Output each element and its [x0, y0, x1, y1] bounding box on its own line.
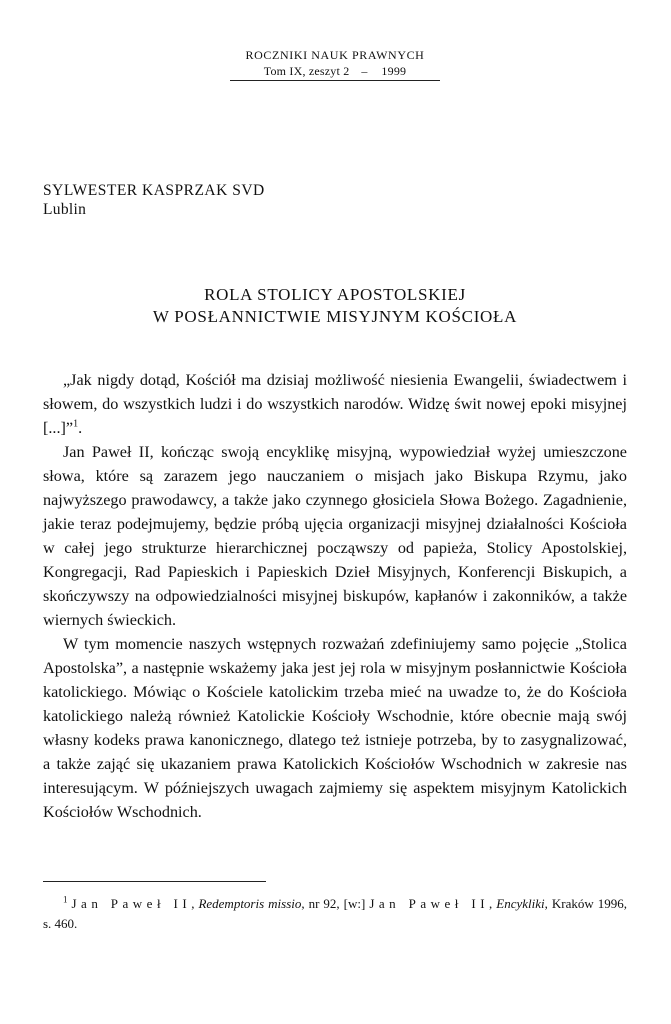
quote-text: „Jak nigdy dotąd, Kościół ma dzisiaj możliwość niesienia Ewangelii, świadectwem i słowem, do wszystkich ludzi i do wszystkich narodów. Widzę świt nowej epoki misyjnej [...]” [43, 371, 627, 437]
footnote-sep-1: , [191, 896, 199, 911]
quote-end: . [78, 419, 83, 437]
paragraph-3: W tym momencie naszych wstępnych rozważań zdefiniujemy samo pojęcie „Stolica Apostolska”, a następnie wskażemy jaka jest jej rola w misyjnym posłannictwie Kościoła katolickiego. Mówiąc o Kościele katolickim trzeba mieć na uwadze to, że do Kościoła katolickiego należą również Katolickie Kościoły Wschodnie, które obecnie mają swój własny kodeks prawa kanonicznego, dlatego też istnieje potrzeba, by to zasygnalizować, a także zająć się ukazaniem prawa Katolickich Kościołów Wschodnich w zakresie nas interesującym. W późniejszych uwagach zajmiemy się aspektem misyjnym Katolickich Kościołów Wschodnich. [43, 635, 627, 821]
author-block [43, 181, 265, 219]
running-head [210, 47, 460, 79]
article-title [43, 284, 627, 328]
author-name: SYLWESTER KASPRZAK SVD [43, 182, 265, 199]
footnote-ref-link[interactable]: 1 [73, 418, 79, 430]
volume-info: Tom IX, zeszyt 2 [263, 64, 350, 78]
footnote-author-1: Jan Paweł II [71, 896, 192, 911]
volume-separator: – [361, 64, 368, 78]
footnote-sep-2: , [489, 896, 497, 911]
title-line-1: ROLA STOLICY APOSTOLSKIEJ [204, 285, 466, 304]
title-line-2: W POSŁANNICTWIE MISYJNYM KOŚCIOŁA [152, 307, 518, 326]
footnote-author-2: Jan Paweł II [369, 896, 490, 911]
paragraph-quote [43, 368, 627, 440]
footnote-end: , Kraków 1996, s. 460. [43, 896, 627, 931]
footnote-mid: , nr 92, [w:] [301, 896, 370, 911]
footnote-work-1: Redemptoris missio [198, 896, 302, 911]
volume-line [210, 63, 460, 79]
article-body [43, 368, 627, 824]
publication-year: 1999 [381, 64, 407, 78]
author-affiliation: Lublin [43, 201, 87, 218]
journal-name: ROCZNIKI NAUK PRAWNYCH [245, 48, 425, 62]
footnote [43, 894, 627, 934]
running-head-rule [230, 80, 440, 81]
footnote-marker: 1 [63, 894, 68, 905]
footnote-rule [43, 881, 266, 882]
footnote-work-2: Encykliki [496, 896, 545, 911]
paragraph-2: Jan Paweł II, kończąc swoją encyklikę misyjną, wypowiedział wyżej umieszczone słowa, które są zarazem jego nauczaniem o misjach jako Biskupa Rzymu, jako najwyższego prawodawcy, a także jako czynnego głosiciela Słowa Bożego. Zagadnienie, jakie teraz podejmujemy, będzie próbą ujęcia organizacji misyjnej działalności Kościoła w całej jego strukturze hierarchicznej począwszy od papieża, Stolicy Apostolskiej, Kongregacji, Rad Papieskich i Papieskich Dzieł Misyjnych, Konferencji Biskupich, a skończywszy na odpowiedzialności misyjnej biskupów, kapłanów i zakonników, a także wiernych świeckich. [43, 443, 627, 629]
